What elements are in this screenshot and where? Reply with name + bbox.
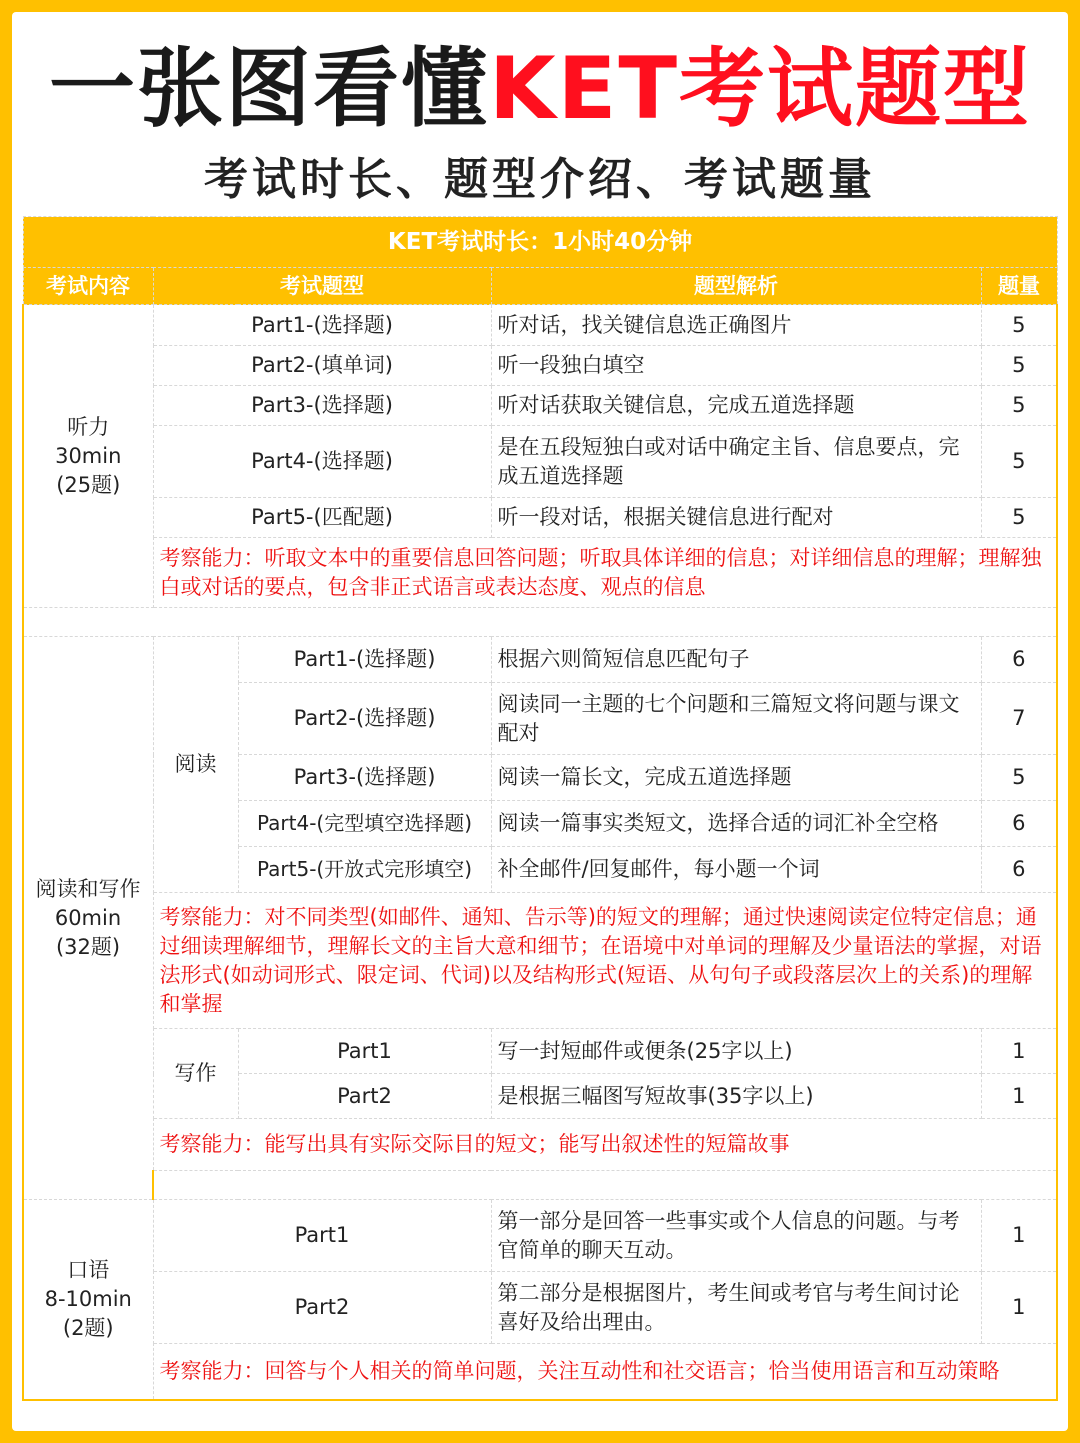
table-row: [23, 346, 1057, 386]
part-cell: Part2-(选择题): [238, 683, 491, 755]
desc-cell: 补全邮件/回复邮件，每小题一个词: [491, 847, 981, 893]
desc-cell: 写一封短邮件或便条(25字以上): [491, 1029, 981, 1074]
part-cell: Part5-(开放式完形填空): [238, 847, 491, 893]
desc-cell: 第一部分是回答一些事实或个人信息的问题。与考官简单的聊天互动。: [491, 1200, 981, 1272]
num-cell: 5: [981, 426, 1057, 498]
section-reading-writing: [23, 637, 153, 1200]
desc-cell: 阅读同一主题的七个问题和三篇短文将问题与课文配对: [491, 683, 981, 755]
num-cell: 1: [981, 1029, 1057, 1074]
section-name: 听力: [67, 414, 110, 439]
part-cell: Part1-(选择题): [238, 637, 491, 683]
table-row: [23, 1272, 1057, 1344]
table-row: [23, 1200, 1057, 1272]
col-count: 题量: [981, 268, 1057, 305]
col-type: 考试题型: [153, 268, 491, 305]
part-cell: Part1: [238, 1029, 491, 1074]
num-cell: 1: [981, 1200, 1057, 1272]
num-cell: 6: [981, 847, 1057, 893]
title-red: KET考试题型: [488, 39, 1032, 139]
ket-table: [22, 216, 1058, 1401]
desc-cell: 是根据三幅图写短故事(35字以上): [491, 1074, 981, 1119]
part-cell: Part4-(完型填空选择题): [238, 801, 491, 847]
num-cell: 6: [981, 801, 1057, 847]
part-cell: Part4-(选择题): [153, 426, 491, 498]
desc-cell: 阅读一篇长文，完成五道选择题: [491, 755, 981, 801]
note-row: [23, 893, 1057, 1029]
desc-cell: 第二部分是根据图片，考生间或考官与考生间讨论喜好及给出理由。: [491, 1272, 981, 1344]
part-cell: Part1-(选择题): [153, 305, 491, 346]
desc-cell: 听一段对话，根据关键信息进行配对: [491, 498, 981, 538]
note-row: [23, 1344, 1057, 1400]
note-row: [23, 1119, 1057, 1171]
section-time: 60min: [54, 905, 122, 930]
desc-cell: 听对话获取关键信息，完成五道选择题: [491, 386, 981, 426]
part-cell: Part2: [238, 1074, 491, 1119]
part-cell: Part5-(匹配题): [153, 498, 491, 538]
section-gap: [23, 608, 1057, 637]
table-row: [23, 498, 1057, 538]
speaking-note: 考察能力：回答与个人相关的简单问题，关注互动性和社交语言；恰当使用语言和互动策略: [153, 1344, 1057, 1400]
listening-note: 考察能力：听取文本中的重要信息回答问题；听取具体详细的信息；对详细信息的理解；理解独白或对话的要点，包含非正式语言或表达态度、观点的信息: [153, 538, 1057, 608]
num-cell: 1: [981, 1074, 1057, 1119]
section-count: (25题): [56, 472, 121, 497]
section-name: 口语: [67, 1257, 110, 1282]
page-title: [0, 34, 1080, 144]
num-cell: 5: [981, 498, 1057, 538]
part-cell: Part2-(填单词): [153, 346, 491, 386]
table-row: [23, 386, 1057, 426]
section-count: (2题): [62, 1315, 114, 1340]
section-gap: [23, 1171, 1057, 1200]
table-row: [23, 426, 1057, 498]
section-count: (32题): [55, 934, 121, 959]
num-cell: 5: [981, 305, 1057, 346]
note-row: [23, 538, 1057, 608]
section-listening: [23, 305, 153, 608]
table-row: [23, 305, 1057, 346]
num-cell: 1: [981, 1272, 1057, 1344]
col-content: 考试内容: [23, 268, 153, 305]
writing-label: 写作: [153, 1029, 238, 1119]
section-name: 阅读和写作: [35, 876, 141, 901]
desc-cell: 阅读一篇事实类短文，选择合适的词汇补全空格: [491, 801, 981, 847]
duration-banner: KET考试时长：1小时40分钟: [23, 217, 1057, 268]
desc-cell: 听对话，找关键信息选正确图片: [491, 305, 981, 346]
desc-cell: 听一段独白填空: [491, 346, 981, 386]
num-cell: 5: [981, 386, 1057, 426]
col-analysis: 题型解析: [491, 268, 981, 305]
desc-cell: 是在五段短独白或对话中确定主旨、信息要点，完成五道选择题: [491, 426, 981, 498]
header-row: [23, 268, 1057, 305]
section-time: 8-10min: [44, 1286, 132, 1311]
page-subtitle: 考试时长、题型介绍、考试题量: [204, 154, 876, 205]
num-cell: 7: [981, 683, 1057, 755]
section-time: 30min: [55, 443, 122, 468]
part-cell: Part2: [153, 1272, 491, 1344]
table-row: [23, 1029, 1057, 1074]
num-cell: 5: [981, 755, 1057, 801]
writing-note: 考察能力：能写出具有实际交际目的短文；能写出叙述性的短篇故事: [153, 1119, 1057, 1171]
num-cell: 5: [981, 346, 1057, 386]
table-row: [23, 637, 1057, 683]
desc-cell: 根据六则简短信息匹配句子: [491, 637, 981, 683]
duration-row: [23, 217, 1057, 268]
part-cell: Part1: [153, 1200, 491, 1272]
reading-label: 阅读: [153, 637, 238, 893]
part-cell: Part3-(选择题): [153, 386, 491, 426]
section-speaking: [23, 1200, 153, 1400]
title-black: 一张图看懂: [48, 39, 489, 139]
num-cell: 6: [981, 637, 1057, 683]
part-cell: Part3-(选择题): [238, 755, 491, 801]
reading-note: 考察能力：对不同类型(如邮件、通知、告示等)的短文的理解；通过快速阅读定位特定信息；通过细读理解细节，理解长文的主旨大意和细节；在语境中对单词的理解及少量语法的掌握，对语法形式(如动词形式、限定词、代词)以及结构形式(短语、从句句子或段落层次上的关系)的理解和掌握: [153, 893, 1057, 1029]
